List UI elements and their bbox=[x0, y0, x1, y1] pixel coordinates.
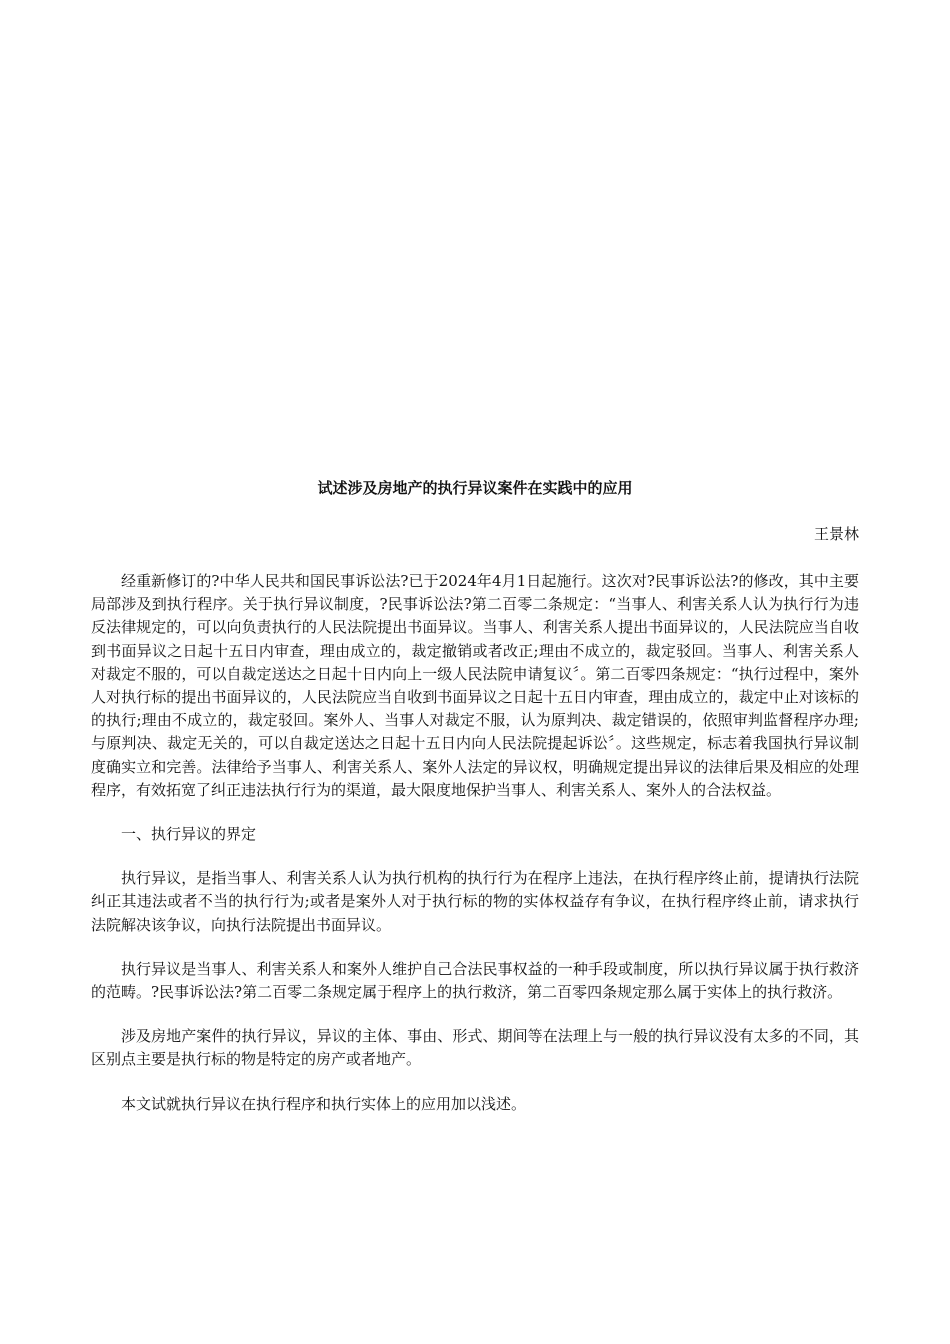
paragraph-remedy: 执行异议是当事人、利害关系人和案外人维护自己合法民事权益的一种手段或制度，所以执行异议属于执行救济的范畴。?民事诉讼法?第二百零二条规定属于程序上的执行救济，第二百零四条规定那么属于实体上的执行救济。 bbox=[91, 959, 859, 1002]
document-author: 王景林 bbox=[813, 525, 859, 543]
paragraph-intro: 经重新修订的?中华人民共和国民事诉讼法?已于2024年4月1日起施行。这次对?民事诉讼法?的修改，其中主要局部涉及到执行程序。关于执行异议制度，?民事诉讼法?第二百零二条规定：“当事人、利害关系人认为执行行为违反法律规定的，可以向负责执行的人民法院提出书面异议。当事人、利害关系人提出书面异议的，人民法院应当自收到书面异议之日起十五日内审查，理由成立的，裁定撤销或者改正;理由不成立的，裁定驳回。当事人、利害关系人对裁定不服的，可以自裁定送达之日起十日内向上一级人民法院申请复议〞。第二百零四条规定：“执行过程中，案外人对执行标的提出书面异议的，人民法院应当自收到书面异议之日起十五日内审查，理由成立的，裁定中止对该标的的执行;理由不成立的，裁定驳回。案外人、当事人对裁定不服，认为原判决、裁定错误的，依照审判监督程序办理;与原判决、裁定无关的，可以自裁定送达之日起十五日内向人民法院提起诉讼〞。这些规定，标志着我国执行异议制度确实立和完善。法律给予当事人、利害关系人、案外人法定的异议权，明确规定提出异议的法律后果及相应的处理程序，有效拓宽了纠正违法执行行为的渠道，最大限度地保护当事人、利害关系人、案外人的合法权益。 bbox=[91, 572, 859, 799]
paragraph-scope: 本文试就执行异议在执行程序和执行实体上的应用加以浅述。 bbox=[121, 1094, 527, 1113]
paragraph-definition: 执行异议，是指当事人、利害关系人认为执行机构的执行行为在程序上违法，在执行程序终止前，提请执行法院纠正其违法或者不当的执行行为;或者是案外人对于执行标的物的实体权益存有争议，在执行程序终止前，请求执行法院解决该争议，向执行法院提出书面异议。 bbox=[91, 869, 859, 934]
paragraph-real-estate: 涉及房地产案件的执行异议，异议的主体、事由、形式、期间等在法理上与一般的执行异议没有太多的不同，其区别点主要是执行标的物是特定的房产或者地产。 bbox=[91, 1027, 859, 1069]
document-body bbox=[91, 570, 859, 1137]
section-heading: 一、执行异议的界定 bbox=[121, 825, 257, 844]
document-title: 试述涉及房地产的执行异议案件在实践中的应用 bbox=[317, 479, 633, 497]
